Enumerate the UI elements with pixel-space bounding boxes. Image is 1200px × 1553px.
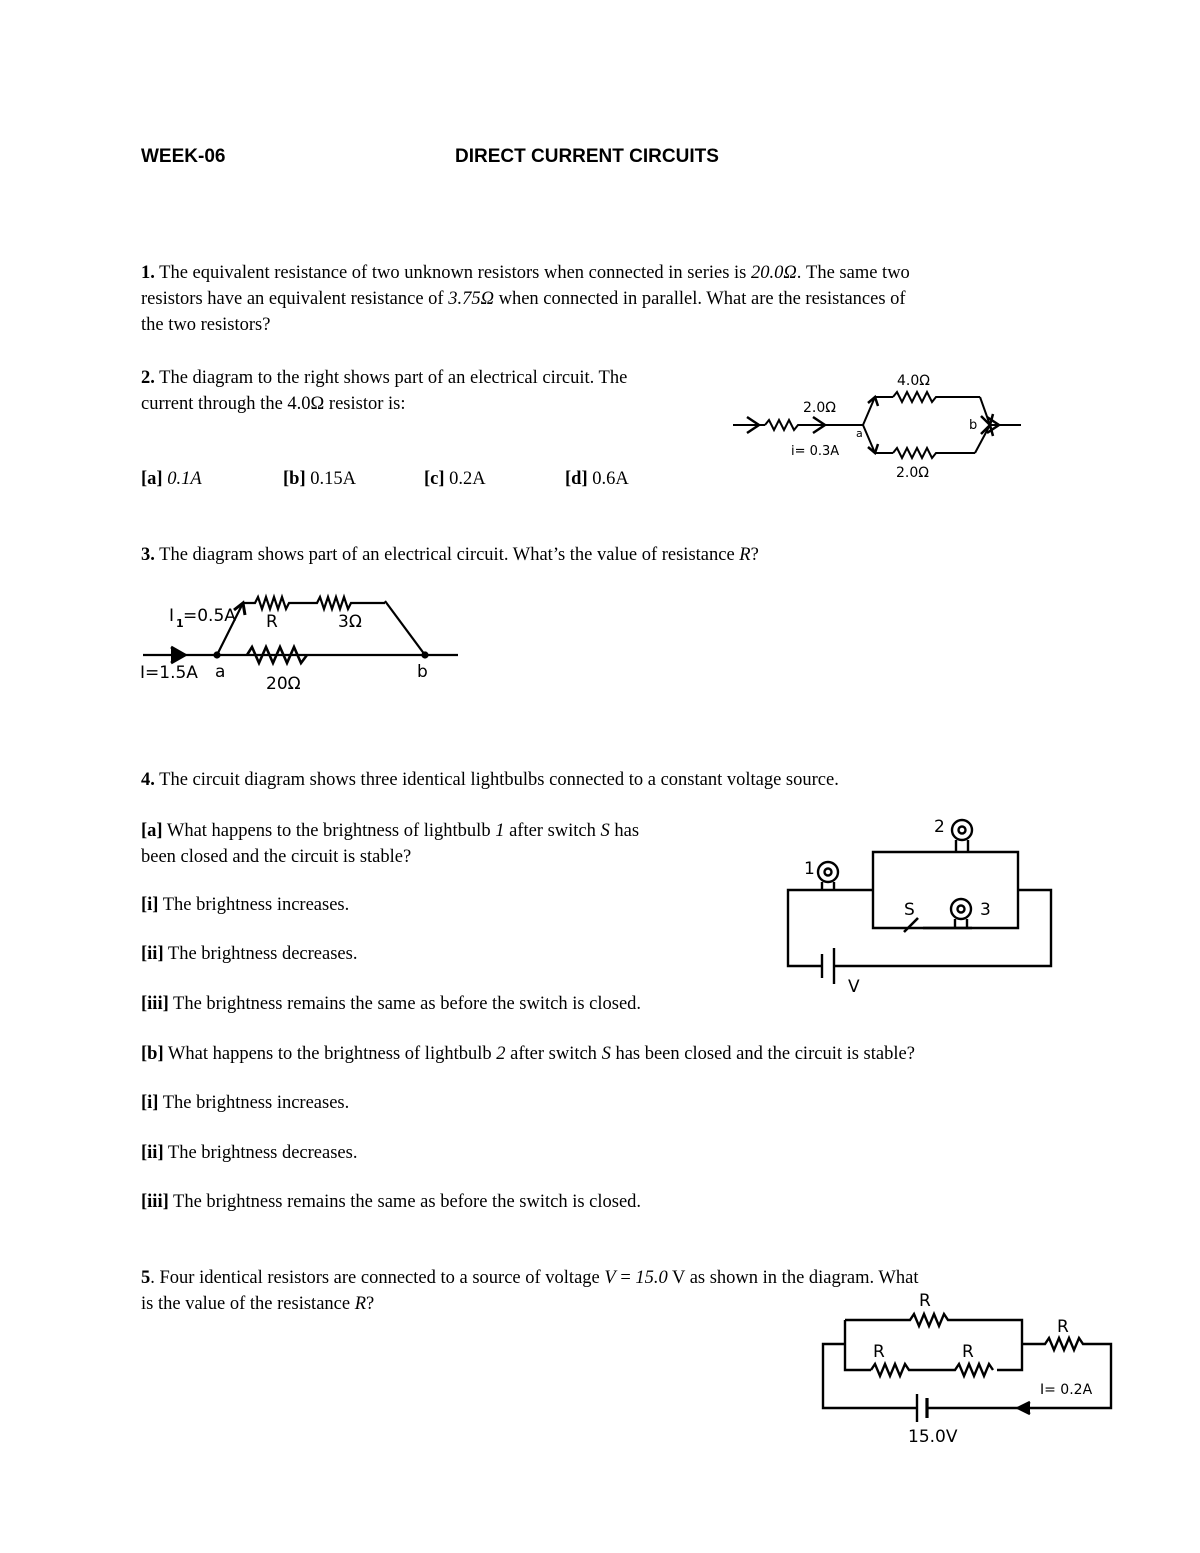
q4a-line1-a: What happens to the brightness of lightbulb (162, 821, 496, 841)
q4a-option-ii[interactable] (141, 941, 357, 967)
q3-label-i1-rest: =0.5A (183, 606, 236, 626)
q3-number: 3. (141, 545, 155, 565)
q5-resistor-top (845, 1314, 1022, 1370)
q4-switch (904, 918, 918, 932)
q2-circuit-diagram (725, 365, 1030, 485)
q3-circuit-diagram (135, 585, 470, 700)
q5-line2-a: is the value of the resistance (141, 1294, 355, 1314)
q2-option-a-text: 0.1A (162, 469, 202, 489)
q2-option-b-text: 0.15A (305, 469, 356, 489)
q4-label-switch: S (904, 900, 915, 920)
q4a-option-iii-tag: [iii] (141, 994, 169, 1014)
q2-option-c-tag: [c] (424, 469, 445, 489)
q4b-bulb: 2 (496, 1044, 506, 1064)
q5-label-r-top: R (919, 1291, 931, 1311)
q1-line1-a: The equivalent resistance of two unknown resistors when connected in series is (154, 263, 752, 283)
q5-var-r: R (354, 1294, 367, 1314)
question-2 (141, 365, 741, 417)
q4-number: 4. (141, 770, 155, 790)
q3-text-b: ? (750, 545, 759, 565)
q4a-line1-c: has (609, 821, 640, 841)
q1-series-value: 20.0Ω (751, 263, 797, 283)
q5-resistors-bottom (871, 1364, 993, 1376)
q2-option-d-text: 0.6A (587, 469, 629, 489)
q5-var-v: V (604, 1268, 616, 1288)
q4-intro-text: The circuit diagram shows three identical lightbulbs connected to a constant voltage source. (154, 770, 839, 790)
q2-line2: current through the 4.0Ω resistor is: (141, 394, 406, 414)
q5-label-r-left: R (873, 1342, 885, 1362)
q4a-option-ii-tag: [ii] (141, 944, 164, 964)
q3-node-a: a (215, 662, 226, 682)
q2-number: 2. (141, 368, 155, 388)
question-3 (141, 542, 1061, 568)
q5-label-r-mid: R (962, 1342, 974, 1362)
q4b-option-iii[interactable] (141, 1189, 641, 1215)
q5-label-r-right: R (1057, 1317, 1069, 1337)
page-title: DIRECT CURRENT CIRCUITS (455, 146, 719, 167)
q4-circuit-diagram (780, 808, 1065, 1000)
q3-node-b: b (417, 662, 428, 682)
q2-line1: The diagram to the right shows part of an electrical circuit. The (154, 368, 628, 388)
q4a-option-i-text: The brightness increases. (158, 895, 350, 915)
q5-voltage-value: 15.0 (635, 1268, 668, 1288)
q4a-option-i[interactable] (141, 892, 349, 918)
q2-node-a: a (856, 427, 863, 440)
q2-resistor-left (765, 420, 825, 430)
q4b-option-i-text: The brightness increases. (158, 1093, 350, 1113)
q5-line1-a: . Four identical resistors are connected to a source of voltage (150, 1268, 605, 1288)
q3-var-r: R (739, 545, 751, 565)
q5-number: 5 (141, 1268, 151, 1288)
q4a-option-i-tag: [i] (141, 895, 159, 915)
q4-label-bulb1: 1 (804, 859, 815, 879)
q4-part-b (141, 1041, 1101, 1067)
q5-line2-b: ? (366, 1294, 375, 1314)
q3-label-r3: 3Ω (338, 612, 362, 632)
q5-line1-b: V as shown in the diagram. What (667, 1268, 919, 1288)
q4b-option-iii-tag: [iii] (141, 1192, 169, 1212)
q1-line2-b: when connected in parallel. What are the resistances of (493, 289, 906, 309)
q2-label-r-bottom: 2.0Ω (896, 465, 929, 481)
q4b-switch: S (601, 1044, 611, 1064)
q3-label-r20: 20Ω (266, 674, 301, 694)
q4a-bulb: 1 (495, 821, 505, 841)
q1-line1-b: . The same two (796, 263, 910, 283)
q4a-line2: been closed and the circuit is stable? (141, 847, 412, 867)
q4b-option-i[interactable] (141, 1090, 349, 1116)
q2-option-b-tag: [b] (283, 469, 306, 489)
q3-label-i1-main: I (169, 606, 175, 626)
q5-circuit-diagram (815, 1288, 1120, 1453)
q4-intro (141, 767, 1101, 793)
q4-bulb-3 (951, 899, 971, 928)
q1-line3: the two resistors? (141, 315, 271, 335)
q5-label-current: I= 0.2A (1040, 1382, 1093, 1398)
q4b-option-ii-tag: [ii] (141, 1143, 164, 1163)
q2-label-current: i= 0.3A (791, 444, 840, 459)
q3-label-i1-sub: 1 (176, 617, 184, 630)
q5-line1-eq: = (615, 1268, 636, 1288)
q4a-line1-b: after switch (504, 821, 601, 841)
q4-part-a (141, 818, 761, 870)
q2-resistor-bottom (893, 448, 975, 458)
q3-label-r: R (266, 612, 278, 632)
q4b-line-c: has been closed and the circuit is stable? (610, 1044, 915, 1064)
q4-label-bulb2: 2 (934, 817, 945, 837)
q1-number: 1. (141, 263, 155, 283)
q4b-option-ii[interactable] (141, 1140, 357, 1166)
q4b-option-ii-text: The brightness decreases. (163, 1143, 358, 1163)
q1-parallel-value: 3.75Ω (448, 289, 494, 309)
q2-label-r-left: 2.0Ω (803, 400, 836, 416)
q2-option-b[interactable] (283, 466, 356, 492)
q4b-line-b: after switch (505, 1044, 602, 1064)
q2-node-b: b (969, 418, 978, 433)
q4a-option-ii-text: The brightness decreases. (163, 944, 358, 964)
question-1 (141, 260, 1061, 338)
q4b-option-iii-text: The brightness remains the same as before the switch is closed. (168, 1192, 642, 1212)
q2-resistor-top (893, 392, 980, 402)
q4b-option-i-tag: [i] (141, 1093, 159, 1113)
q2-option-a-tag: [a] (141, 469, 163, 489)
q4-bulb-1 (818, 862, 838, 890)
q3-upper-resistors (243, 597, 385, 609)
q4-label-source: V (848, 977, 860, 997)
q4b-line-a: What happens to the brightness of lightbulb (163, 1044, 497, 1064)
q4a-switch: S (600, 821, 610, 841)
q4a-option-iii-text: The brightness remains the same as before the switch is closed. (168, 994, 642, 1014)
q2-option-d-tag: [d] (565, 469, 588, 489)
q2-label-r-top: 4.0Ω (897, 373, 930, 389)
q3-resistor-20 (247, 647, 307, 663)
q2-option-a[interactable] (141, 466, 202, 492)
q4a-tag: [a] (141, 821, 163, 841)
q5-label-source: 15.0V (908, 1427, 958, 1447)
q4-bulb-2 (952, 820, 972, 852)
q3-text-a: The diagram shows part of an electrical circuit. What’s the value of resistance (154, 545, 740, 565)
week-label: WEEK-06 (141, 146, 226, 167)
q4b-tag: [b] (141, 1044, 164, 1064)
q4-label-bulb3: 3 (980, 900, 991, 920)
q2-option-c[interactable] (424, 466, 486, 492)
q2-option-c-text: 0.2A (444, 469, 486, 489)
q1-line2-a: resistors have an equivalent resistance of (141, 289, 449, 309)
q3-label-i-total: I=1.5A (140, 663, 198, 683)
q2-option-d[interactable] (565, 466, 629, 492)
q4a-option-iii[interactable] (141, 991, 641, 1017)
